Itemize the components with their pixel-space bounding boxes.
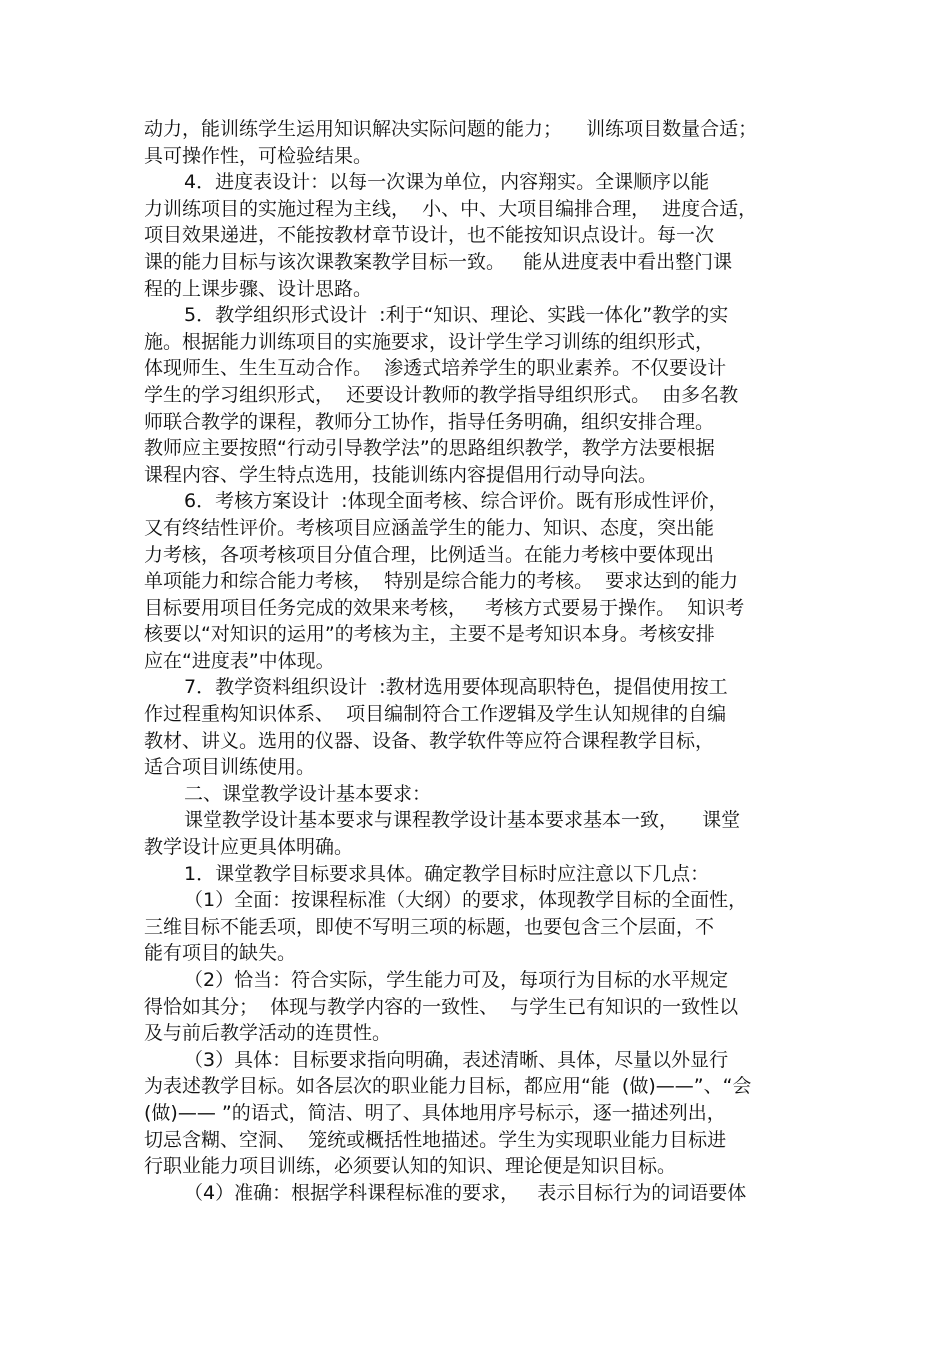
text-line: 目标要用项目任务完成的效果来考核， 考核方式要易于操作。 知识考 [144, 596, 745, 619]
text-line: 力考核，各项考核项目分值合理，比例适当。在能力考核中要体现出 [144, 543, 715, 566]
text-line: 1．课堂教学目标要求具体。确定教学目标时应注意以下几点： [184, 862, 710, 885]
text-line: 课程内容、学生特点选用，技能训练内容提倡用行动导向法。 [144, 463, 658, 486]
text-line: （3）具体：目标要求指向明确，表述清晰、具体，尽量以外显行 [184, 1048, 729, 1071]
text-line: (做)—— ”的语式，简洁、明了、具体地用序号标示，逐一描述列出， [144, 1101, 726, 1124]
text-line: 教师应主要按照“行动引导教学法”的思路组织教学，教学方法要根据 [144, 437, 715, 460]
text-line: 6．考核方案设计 :体现全面考核、综合评价。既有形成性评价， [184, 490, 728, 513]
text-line: 及与前后教学活动的连贯性。 [144, 1022, 392, 1045]
text-line: 4．进度表设计：以每一次课为单位，内容翔实。全课顺序以能 [184, 171, 710, 194]
text-line: 动力，能训练学生运用知识解决实际问题的能力； 训练项目数量合适； [144, 118, 758, 140]
text-line: 施。根据能力训练项目的实施要求，设计学生学习训练的组织形式， [144, 330, 715, 353]
text-line: 学生的学习组织形式， 还要设计教师的教学指导组织形式。 由多名教 [144, 383, 739, 406]
text-line: 力训练项目的实施过程为主线， 小、中、大项目编排合理， 进度合适， [144, 197, 758, 220]
text-line: 为表述教学目标。如各层次的职业能力目标，都应用“能 (做)——”、“会 [144, 1075, 752, 1098]
text-line: 行职业能力项目训练，必须要认知的知识、理论便是知识目标。 [144, 1155, 677, 1178]
text-line: 程的上课步骤、设计思路。 [144, 277, 373, 300]
text-line: 项目效果递进，不能按教材章节设计，也不能按知识点设计。每一次 [144, 224, 715, 247]
text-line: （1）全面：按课程标准（大纲）的要求，体现教学目标的全面性， [184, 889, 748, 912]
text-line: 7．教学资料组织设计 :教材选用要体现高职特色，提倡使用按工 [184, 676, 728, 699]
text-line: 二、课堂教学设计基本要求： [184, 782, 432, 805]
text-line: 课堂教学设计基本要求与课程教学设计基本要求基本一致， 课堂 [184, 809, 741, 832]
text-line: 作过程重构知识体系、 项目编制符合工作逻辑及学生认知规律的自编 [144, 703, 727, 726]
text-line: 单项能力和综合能力考核， 特别是综合能力的考核。 要求达到的能力 [144, 570, 739, 593]
text-line: （4）准确：根据学科课程标准的要求， 表示目标行为的词语要体 [184, 1181, 747, 1204]
text-line: 又有终结性评价。考核项目应涵盖学生的能力、知识、态度，突出能 [144, 516, 715, 539]
text-line: 教材、讲义。选用的仪器、设备、教学软件等应符合课程教学目标， [144, 729, 715, 752]
text-line: 具可操作性，可检验结果。 [144, 144, 373, 167]
text-line: 课的能力目标与该次课教案教学目标一致。 能从进度表中看出整门课 [144, 250, 733, 273]
text-line: 体现师生、生生互动合作。 渗透式培养学生的职业素养。不仅要设计 [144, 357, 727, 380]
text-line: 教学设计应更具体明确。 [144, 836, 354, 859]
text-line: 应在“进度表”中体现。 [144, 649, 335, 672]
text-line: 适合项目训练使用。 [144, 756, 316, 779]
text-line: 得恰如其分； 体现与教学内容的一致性、 与学生已有知识的一致性以 [144, 995, 739, 1018]
text-line: 能有项目的缺失。 [144, 942, 297, 965]
text-line: 切忌含糊、空洞、 笼统或概括性地描述。学生为实现职业能力目标进 [144, 1128, 727, 1151]
document-body [144, 116, 844, 1206]
text-line: （2）恰当：符合实际，学生能力可及，每项行为目标的水平规定 [184, 969, 729, 991]
text-line: 师联合教学的课程，教师分工协作，指导任务明确，组织安排合理。 [144, 410, 715, 433]
text-line: 5．教学组织形式设计 :利于“知识、理论、实践一体化”教学的实 [184, 304, 729, 327]
text-line: 三维目标不能丢项，即使不写明三项的标题，也要包含三个层面，不 [144, 915, 715, 938]
text-line: 核要以“对知识的运用”的考核为主，主要不是考知识本身。考核安排 [144, 623, 715, 646]
